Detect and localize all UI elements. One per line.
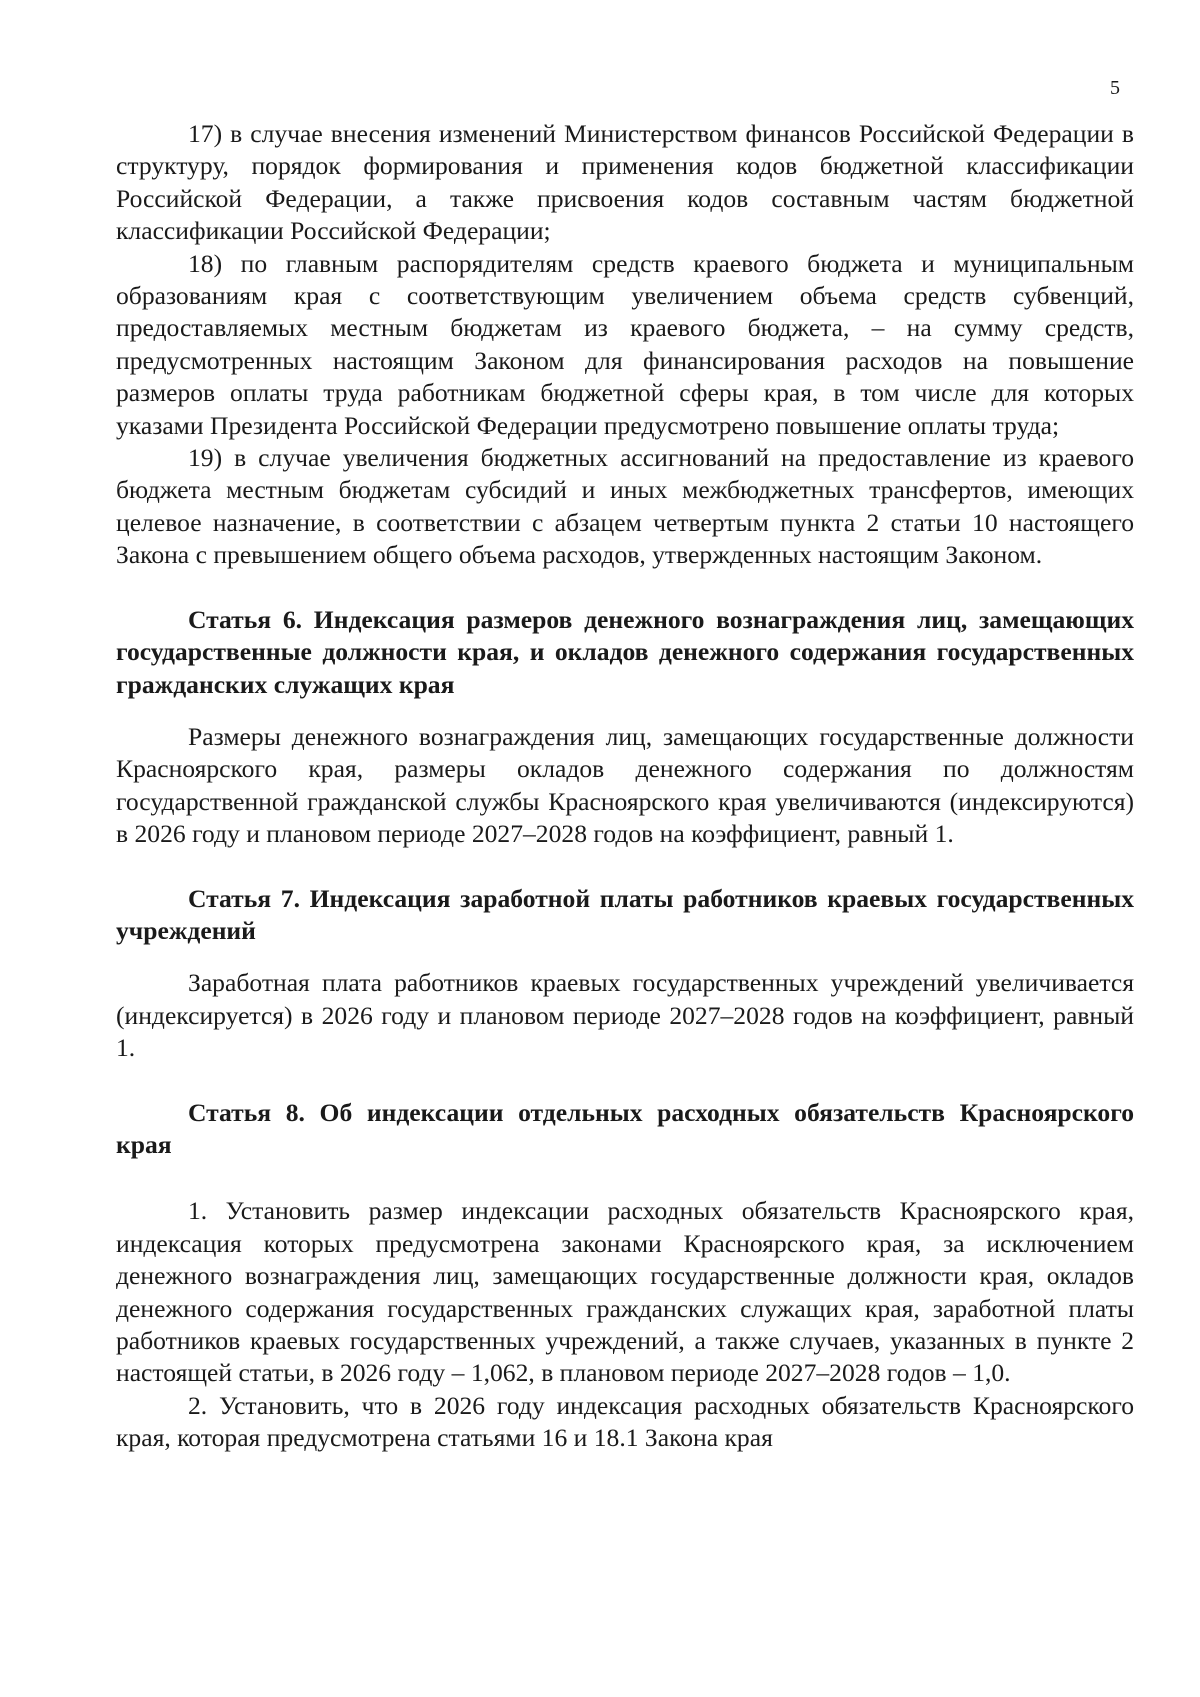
article-6-text: Размеры денежного вознаграждения лиц, замещающих государственные должности Красноярского края, размеры окладов денежного содержания по должностям государственной гражданской службы Красноярского края увеличиваются (индексируются) в 2026 году и плановом периоде 2027–2028 годов на коэффициент, равный 1.: [116, 721, 1134, 849]
item-17: 17) в случае внесения изменений Министерством финансов Российской Федерации в структуру, порядок формирования и применения кодов бюджетной классификации Российской Федерации, а также присвоения кодов составным частям бюджетной классификации Российской Федерации;: [116, 119, 1134, 246]
article-8-title: Статья 8. Об индексации отдельных расходных обязательств Красноярского края: [116, 1097, 1134, 1159]
item-19: 19) в случае увеличения бюджетных ассигнований на предоставление из краевого бюджета местным бюджетам субсидий и иных межбюджетных трансфертов, имеющих целевое назначение, в соответствии с абзацем четвертым пункта 2 статьи 10 настоящего Закона с превышением общего объема расходов, утвержденных настоящим Законом.: [116, 443, 1134, 570]
item-18: 18) по главным распорядителям средств краевого бюджета и муниципальным образованиям края с соответствующим увеличением объема средств субвенций, предоставляемых местным бюджетам из краевого бюджета, – на сумму средств, предусмотренных настоящим Законом для финансирования расходов на повышение размеров оплаты труда работникам бюджетной сферы края, в том числе для которых указами Президента Российской Федерации предусмотрено повышение оплаты труда;: [116, 248, 1134, 440]
article-6-title: Статья 6. Индексация размеров денежного вознаграждения лиц, замещающих государственные должности края, и окладов денежного содержания государственных гражданских служащих края: [116, 604, 1134, 699]
article-8-point-2: 2. Установить, что в 2026 году индексация расходных обязательств Красноярского края, которая предусмотрена статьями 16 и 18.1 Закона края: [116, 1390, 1134, 1453]
page-number: 5: [1110, 77, 1120, 99]
article-7-title: Статья 7. Индексация заработной платы работников краевых государственных учреждений: [116, 883, 1134, 945]
article-8-point-1: 1. Установить размер индексации расходных обязательств Красноярского края, индексация которых предусмотрена законами Красноярского края, за исключением денежного вознаграждения лиц, замещающих государственные должности края, окладов денежного содержания государственных гражданских служащих края, заработной платы работников краевых государственных учреждений, а также случаев, указанных в пункте 2 настоящей статьи, в 2026 году – 1,062, в плановом периоде 2027–2028 годов – 1,0.: [116, 1196, 1134, 1388]
document-body: [116, 118, 1134, 1455]
article-7-text: Заработная плата работников краевых государственных учреждений увеличивается (индексируется) в 2026 году и плановом периоде 2027–2028 годов на коэффициент, равный 1.: [116, 968, 1134, 1063]
